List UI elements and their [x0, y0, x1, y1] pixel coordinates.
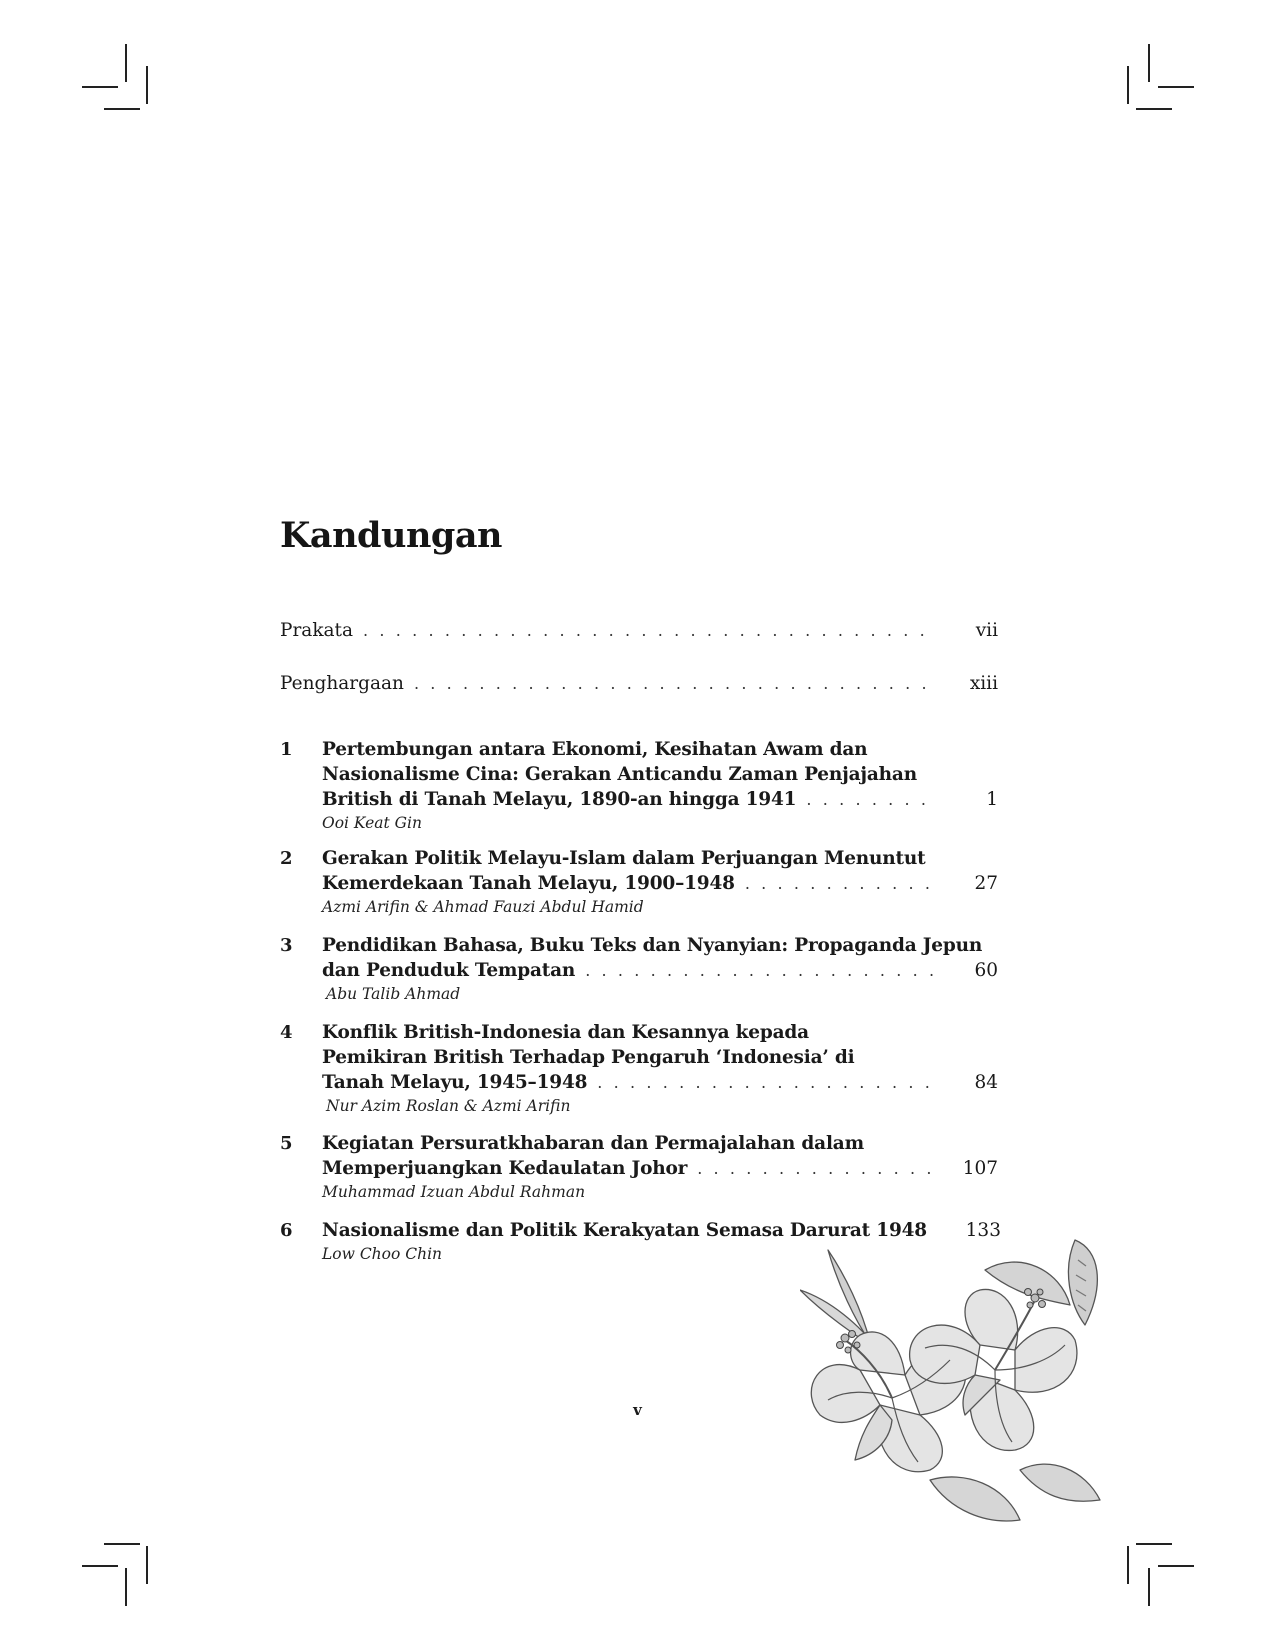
leader-dots	[597, 1070, 934, 1095]
leader-dots	[806, 787, 934, 812]
crop-mark-top-left-h1	[82, 86, 118, 88]
crop-mark-bottom-left-v1	[125, 1568, 127, 1606]
chapter-author: Abu Talib Ahmad	[326, 985, 461, 1003]
page-title: Kandungan	[280, 515, 503, 556]
crop-mark-top-right-v2	[1127, 66, 1129, 104]
toc-entry-label: Prakata	[280, 620, 354, 641]
chapter-title-line: British di Tanah Melayu, 1890-an hingga 1941	[322, 789, 797, 810]
toc-entry-prakata[interactable]	[280, 618, 998, 643]
hibiscus-flower-illustration	[800, 1230, 1130, 1530]
chapter-title-line: Kegiatan Persuratkhabaran dan Permajalahan dalam	[322, 1133, 864, 1154]
chapter-number: 6	[280, 1220, 293, 1241]
crop-mark-top-left-h2	[104, 108, 140, 110]
chapter-title-line: Konflik British-Indonesia dan Kesannya kepada	[322, 1022, 809, 1043]
crop-mark-bottom-right-v2	[1127, 1546, 1129, 1584]
page-number-folio: v	[633, 1401, 642, 1419]
toc-page-number: vii	[975, 620, 998, 641]
crop-mark-bottom-left-v2	[146, 1546, 148, 1584]
leader-dots	[585, 958, 934, 983]
toc-page-number: 1	[986, 789, 998, 810]
toc-page-number: 27	[974, 873, 998, 894]
chapter-number: 3	[280, 935, 293, 956]
crop-mark-top-right-h2	[1136, 108, 1172, 110]
toc-page-number: 133	[965, 1220, 1001, 1241]
toc-page-number: 60	[974, 960, 998, 981]
chapter-author: Ooi Keat Gin	[322, 814, 422, 832]
chapter-title-line: Nasionalisme Cina: Gerakan Anticandu Zaman Penjajahan	[322, 764, 917, 785]
chapter-title-line: Gerakan Politik Melayu-Islam dalam Perjuangan Menuntut	[322, 848, 926, 869]
toc-page-number: 107	[962, 1158, 998, 1179]
crop-mark-top-left-v2	[146, 66, 148, 104]
chapter-author: Muhammad Izuan Abdul Rahman	[322, 1183, 586, 1201]
crop-mark-bottom-left-h1	[82, 1565, 118, 1567]
chapter-number: 5	[280, 1133, 293, 1154]
leader-dots	[363, 618, 934, 643]
crop-mark-top-right-h1	[1158, 86, 1194, 88]
chapter-author: Nur Azim Roslan & Azmi Arifin	[326, 1097, 571, 1115]
crop-mark-top-right-v1	[1148, 44, 1150, 82]
chapter-title-line: Pemikiran British Terhadap Pengaruh ‘Indonesia’ di	[322, 1047, 855, 1068]
crop-mark-bottom-left-h2	[104, 1543, 140, 1545]
chapter-title-line: Kemerdekaan Tanah Melayu, 1900–1948	[322, 873, 735, 894]
chapter-title-line: Pendidikan Bahasa, Buku Teks dan Nyanyian: Propaganda Jepun	[322, 935, 983, 956]
crop-mark-bottom-right-h2	[1136, 1543, 1172, 1545]
crop-mark-top-left-v1	[125, 44, 127, 82]
crop-mark-bottom-right-v1	[1148, 1568, 1150, 1606]
chapter-title-line: dan Penduduk Tempatan	[322, 960, 576, 981]
chapter-title-line: Pertembungan antara Ekonomi, Kesihatan Awam dan	[322, 739, 868, 760]
chapter-title-line: Memperjuangkan Kedaulatan Johor	[322, 1158, 688, 1179]
leader-dots	[697, 1156, 934, 1181]
toc-entry-penghargaan[interactable]	[280, 671, 998, 696]
chapter-number: 1	[280, 739, 293, 760]
leader-dots	[745, 871, 934, 896]
chapter-number: 2	[280, 848, 293, 869]
toc-page-number: 84	[974, 1072, 998, 1093]
chapter-author: Low Choo Chin	[322, 1245, 443, 1263]
crop-mark-bottom-right-h1	[1158, 1565, 1194, 1567]
chapter-author: Azmi Arifin & Ahmad Fauzi Abdul Hamid	[322, 898, 644, 916]
chapter-number: 4	[280, 1022, 293, 1043]
chapter-title-line: Nasionalisme dan Politik Kerakyatan Semasa Darurat 1948	[322, 1220, 927, 1241]
toc-page-number: xiii	[969, 673, 998, 694]
toc-entry-label: Penghargaan	[280, 673, 404, 694]
leader-dots	[414, 671, 934, 696]
chapter-title-line: Tanah Melayu, 1945–1948	[322, 1072, 588, 1093]
